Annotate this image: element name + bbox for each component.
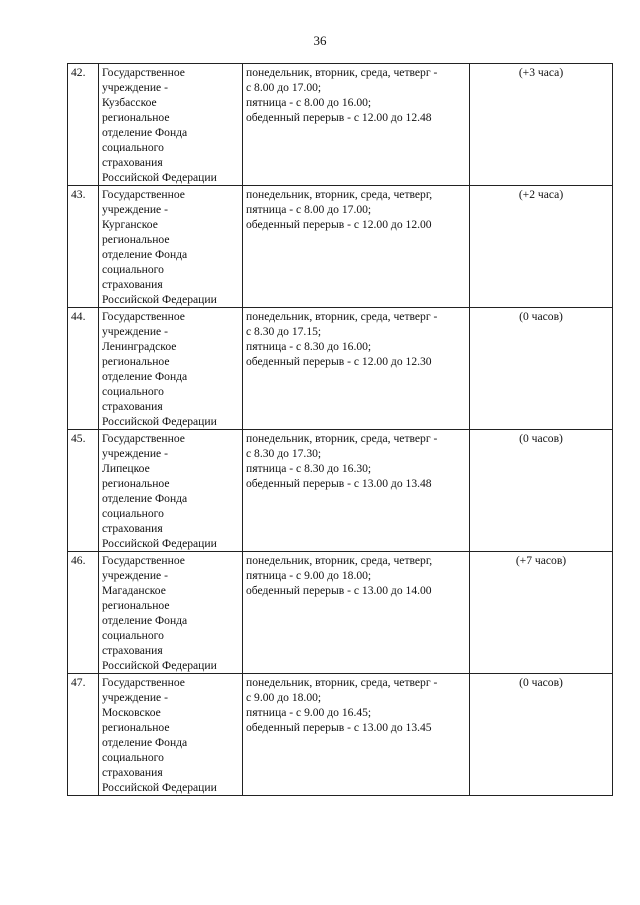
hours-line: с 9.00 до 18.00; [246,691,322,704]
hours-line: с 8.00 до 17.00; [246,81,322,94]
name-line: Российской Федерации [102,537,217,550]
name-line: Российской Федерации [102,293,217,306]
name-line: Государственное [102,676,185,689]
table-row [68,308,613,430]
name-line: Государственное [102,66,185,79]
name-line: социального [102,263,164,276]
name-line: социального [102,507,164,520]
row-number: 47. [68,674,99,796]
institution-name [99,674,243,796]
hours-line: понедельник, вторник, среда, четверг - [246,432,438,445]
row-number: 43. [68,186,99,308]
name-line: учреждение - [102,325,168,338]
name-line: отделение Фонда [102,736,188,749]
name-line: страхования [102,644,163,657]
time-offset: (+2 часа) [470,186,613,308]
name-line: учреждение - [102,569,168,582]
institution-name [99,308,243,430]
hours-line: пятница - с 8.00 до 17.00; [246,203,372,216]
hours-line: с 8.30 до 17.15; [246,325,322,338]
name-line: отделение Фонда [102,492,188,505]
time-offset: (0 часов) [470,430,613,552]
hours-line: обеденный перерыв - с 12.00 до 12.30 [246,355,432,368]
row-number: 44. [68,308,99,430]
working-hours [243,186,470,308]
name-line: Российской Федерации [102,659,217,672]
hours-line: пятница - с 8.30 до 16.30; [246,462,372,475]
working-hours [243,674,470,796]
name-line: Липецкое [102,462,150,475]
time-offset: (+3 часа) [470,64,613,186]
name-line: региональное [102,599,170,612]
hours-line: пятница - с 9.00 до 18.00; [246,569,372,582]
row-number: 46. [68,552,99,674]
name-line: Государственное [102,310,185,323]
name-line: Российской Федерации [102,415,217,428]
name-line: Кузбасское [102,96,157,109]
hours-line: пятница - с 8.30 до 16.00; [246,340,372,353]
hours-line: пятница - с 8.00 до 16.00; [246,96,372,109]
row-number: 42. [68,64,99,186]
working-hours [243,430,470,552]
row-number: 45. [68,430,99,552]
hours-line: понедельник, вторник, среда, четверг, [246,554,433,567]
name-line: отделение Фонда [102,126,188,139]
working-hours [243,552,470,674]
working-hours [243,308,470,430]
name-line: отделение Фонда [102,370,188,383]
institution-name [99,430,243,552]
hours-line: обеденный перерыв - с 12.00 до 12.48 [246,111,432,124]
table-body [68,64,613,796]
working-hours-table [67,63,613,796]
name-line: Российской Федерации [102,781,217,794]
table-row [68,674,613,796]
name-line: социального [102,751,164,764]
hours-line: понедельник, вторник, среда, четверг, [246,188,433,201]
working-hours [243,64,470,186]
time-offset: (0 часов) [470,674,613,796]
hours-line: обеденный перерыв - с 13.00 до 13.45 [246,721,432,734]
name-line: региональное [102,233,170,246]
name-line: социального [102,629,164,642]
name-line: региональное [102,721,170,734]
name-line: Курганское [102,218,158,231]
name-line: региональное [102,355,170,368]
name-line: Государственное [102,432,185,445]
name-line: Российской Федерации [102,171,217,184]
name-line: социального [102,385,164,398]
name-line: Московское [102,706,161,719]
table-row [68,552,613,674]
name-line: Магаданское [102,584,166,597]
name-line: Государственное [102,554,185,567]
name-line: страхования [102,156,163,169]
name-line: страхования [102,522,163,535]
name-line: учреждение - [102,81,168,94]
time-offset: (0 часов) [470,308,613,430]
name-line: отделение Фонда [102,248,188,261]
name-line: страхования [102,766,163,779]
hours-line: обеденный перерыв - с 13.00 до 14.00 [246,584,432,597]
hours-line: обеденный перерыв - с 12.00 до 12.00 [246,218,432,231]
name-line: региональное [102,477,170,490]
name-line: отделение Фонда [102,614,188,627]
hours-line: понедельник, вторник, среда, четверг - [246,310,438,323]
name-line: социального [102,141,164,154]
name-line: страхования [102,400,163,413]
name-line: учреждение - [102,691,168,704]
institution-name [99,64,243,186]
institution-name [99,552,243,674]
hours-line: понедельник, вторник, среда, четверг - [246,676,438,689]
time-offset: (+7 часов) [470,552,613,674]
table-row [68,430,613,552]
page-number: 36 [313,33,327,48]
hours-line: обеденный перерыв - с 13.00 до 13.48 [246,477,432,490]
table-row [68,64,613,186]
name-line: учреждение - [102,447,168,460]
name-line: Государственное [102,188,185,201]
name-line: учреждение - [102,203,168,216]
institution-name [99,186,243,308]
name-line: Ленинградское [102,340,177,353]
table-row [68,186,613,308]
hours-line: понедельник, вторник, среда, четверг - [246,66,438,79]
name-line: региональное [102,111,170,124]
hours-line: пятница - с 9.00 до 16.45; [246,706,372,719]
name-line: страхования [102,278,163,291]
hours-line: с 8.30 до 17.30; [246,447,322,460]
